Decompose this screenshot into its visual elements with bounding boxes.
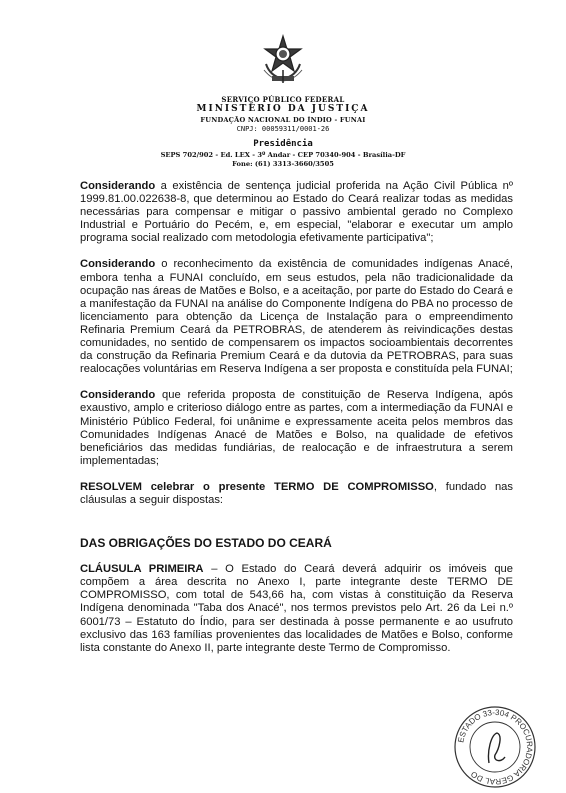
paragraph-text: a existência de sentença judicial proferida na Ação Civil Pública nº 1999.81.00.022638-8, que determinou ao Estado do Ceará realizar todas as medidas necessárias para compensar e mitigar o passivo ambiental gerado no Complexo Industrial e Portuário do Pecém, e, em especial, "elaborar e executar um amplo programa social realizado com metodologia efetivamente participativa"; bbox=[80, 180, 513, 245]
clause-text: – O Estado do Ceará deverá adquirir os imóveis que compõem a área descrita no Anexo I, parte integrante deste TERMO DE COMPROMISSO, com total de 543,66 ha, com vistas à constituição da Reserva Indígena denominada "Taba dos Anacé", nos termos previstos pelo Art. 26 da Lei n.º 6001/73 – Estatuto do Índio, para ser destinada à posse permanente e ao usufruto exclusivo das 163 famílias provenientes das localidades de Matões e Bolso, conforme lista constante do Anexo II, parte integrante deste Termo de Compromisso. bbox=[80, 563, 513, 654]
paragraph-lead: Considerando bbox=[80, 258, 156, 271]
header-ministry: MINISTÉRIO DA JUSTIÇA bbox=[196, 104, 370, 114]
header-cnpj: CNPJ: 00059311/0001-26 bbox=[236, 125, 330, 133]
resolve-lead: RESOLVEM celebrar o presente TERMO DE COMPROMISSO bbox=[80, 480, 434, 493]
header-address: SEPS 702/902 - Ed. LEX - 3º Andar - CEP 70340-904 - Brasília-DF bbox=[160, 151, 406, 159]
considerando-paragraph-2 bbox=[80, 258, 513, 376]
coat-of-arms-icon bbox=[260, 34, 306, 84]
considerando-paragraph-3 bbox=[80, 389, 513, 468]
clause-first-paragraph bbox=[80, 563, 513, 655]
header-foundation: FUNDAÇÃO NACIONAL DO ÍNDIO - FUNAI bbox=[200, 116, 366, 124]
paragraph-lead: Considerando bbox=[80, 389, 156, 402]
stamp-signature bbox=[488, 733, 505, 763]
resolve-text: , fundado nas cláusulas a seguir dispostas: bbox=[80, 480, 513, 506]
header-phone: Fone: (61) 3313-3660/3505 bbox=[232, 160, 334, 168]
clause-lead: CLÁUSULA PRIMEIRA bbox=[80, 563, 204, 576]
resolve-paragraph bbox=[80, 481, 513, 507]
paragraph-text: que referida proposta de constituição de Reserva Indígena, após exaustivo, amplo e criterioso diálogo entre as partes, com a intermediação da FUNAI e Ministério Público Federal, foi unânime e expressamente aceita pelos membros das Comunidades Indígenas Anacé de Matões e Bolso, na qualidade de efetivos beneficiários das medidas fundiárias, de realocação e de infraestrutura a serem implementadas; bbox=[80, 389, 513, 467]
header-office: Presidência bbox=[253, 139, 313, 149]
considerando-paragraph-1 bbox=[80, 180, 513, 245]
paragraph-text: o reconhecimento da existência de comunidades indígenas Anacé, embora tenha a FUNAI concluído, em seus estudos, pela não tradicionalidade da ocupação nas áreas de Matões e Bolso, e a aceitação, por parte do Estado do Ceará e a manifestação da FUNAI na análise do Componente Indígena do PBA no processo de licenciamento para obtenção da Licença de Instalação para o empreendimento Refinaria Premium Ceará da PETROBRAS, de atenderem às reivindicações destas comunidades, no sentido de compensarem os impactos socioambientais decorrentes da construção da Refinaria Premium Ceará e da dutovia da PETROBRAS, para suas realocações voluntárias em Reserva Indígena a ser proposta e constituída pela FUNAI; bbox=[80, 258, 513, 376]
paragraph-lead: Considerando bbox=[80, 180, 156, 192]
section-title: DAS OBRIGAÇÕES DO ESTADO DO CEARÁ bbox=[80, 536, 332, 551]
document-body bbox=[80, 180, 513, 668]
header-service: SERVIÇO PÚBLICO FEDERAL bbox=[221, 95, 345, 104]
notary-stamp bbox=[453, 705, 537, 789]
stamp-ring-text: ESTADO 33-304 PROCURADORIA GERAL DO bbox=[456, 707, 535, 787]
